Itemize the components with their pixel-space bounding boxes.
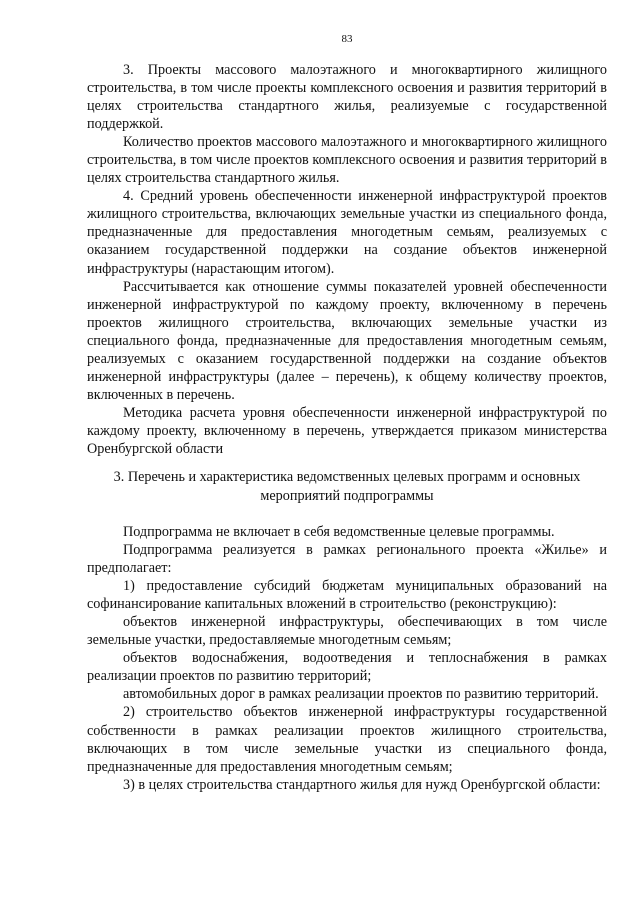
paragraph-indicator-3-description: Количество проектов массового малоэтажного и многоквартирного жилищного строительства, в том числе проектов комплексного освоения и развития территорий в целях строительства стандартного жилья. bbox=[87, 134, 607, 187]
page-number: 83 bbox=[341, 33, 353, 45]
paragraph-no-programs: Подпрограмма не включает в себя ведомственные целевые программы. bbox=[123, 524, 555, 540]
section-heading: 3. Перечень и характеристика ведомственных целевых программ и основных мероприятий подпрограммы bbox=[113, 469, 581, 504]
paragraph-item-1: 1) предоставление субсидий бюджетам муниципальных образований на софинансирование капитальных вложений в строительство (реконструкцию): bbox=[87, 578, 607, 613]
paragraph-item-1-sub-1: объектов инженерной инфраструктуры, обеспечивающих в том числе земельные участки, предоставляемые многодетным семьям; bbox=[87, 614, 607, 649]
paragraph-indicator-4-calculation: Рассчитывается как отношение суммы показателей уровней обеспеченности инженерной инфраструктурой по каждому проекту, включенному в перечень проектов жилищного строительства, включающих земельные участки из специального фонда, предназначенные для предоставления многодетным семьям, реализуемых с оказанием государственной поддержки на создание объектов инженерной инфраструктуры (далее – перечень), к общему количеству проектов, включенных в перечень. bbox=[87, 278, 607, 403]
paragraph-item-1-sub-3: автомобильных дорог в рамках реализации проектов по развитию территорий. bbox=[123, 686, 599, 703]
indicators-text-block bbox=[87, 61, 607, 458]
paragraph-item-2: 2) строительство объектов инженерной инфраструктуры государственной собственности в рамках реализации проектов жилищного строительства, включающих в том числе земельные участки из специального фонда, предназначенные для предоставления многодетным семьям; bbox=[87, 704, 607, 775]
programs-text-block bbox=[87, 523, 607, 794]
paragraph-item-3: 3) в целях строительства стандартного жилья для нужд Оренбургской области: bbox=[123, 776, 601, 793]
paragraph-methodology: Методика расчета уровня обеспеченности инженерной инфраструктурой по каждому проекту, включенному в перечень, утверждается приказом министерства Оренбургской области bbox=[87, 404, 607, 457]
paragraph-indicator-3: 3. Проекты массового малоэтажного и многоквартирного жилищного строительства, в том числе проекты комплексного освоения и развития территорий в целях строительства стандартного жилья, реализуемые с государственной поддержкой. bbox=[87, 62, 607, 133]
paragraph-indicator-4: 4. Средний уровень обеспеченности инженерной инфраструктурой проектов жилищного строительства, включающих земельные участки из специального фонда, предназначенные для предоставления многодетным семьям, реализуемых с оказанием государственной поддержки на создание объектов инженерной инфраструктуры (нарастающим итогом). bbox=[87, 188, 607, 277]
paragraph-item-1-sub-2: объектов водоснабжения, водоотведения и теплоснабжения в рамках реализации проектов по развитию территорий; bbox=[87, 650, 607, 685]
paragraph-regional-project: Подпрограмма реализуется в рамках регионального проекта «Жилье» и предполагает: bbox=[87, 542, 607, 577]
